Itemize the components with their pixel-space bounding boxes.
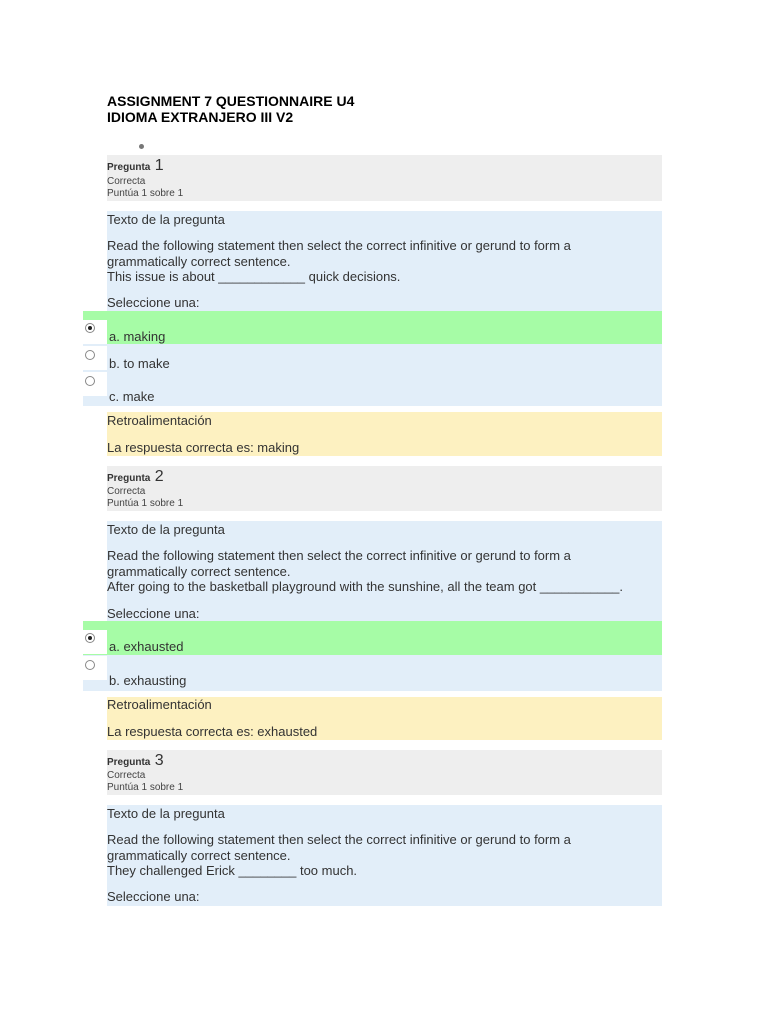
question-1-prompt-line-1: Read the following statement then select the correct infinitive or gerund to form a bbox=[107, 238, 571, 253]
question-number: 1 bbox=[154, 157, 164, 174]
question-3-info bbox=[107, 750, 662, 795]
question-2-option-a-label[interactable]: a. exhausted bbox=[109, 639, 184, 654]
question-2-info bbox=[107, 466, 662, 511]
question-2-prompt-line-1: Read the following statement then select the correct infinitive or gerund to form a bbox=[107, 548, 571, 563]
question-1-option-a-radio[interactable] bbox=[85, 323, 95, 333]
question-1-score: Puntúa 1 sobre 1 bbox=[107, 188, 184, 199]
question-3-prompt-line-1: Read the following statement then select the correct infinitive or gerund to form a bbox=[107, 832, 571, 847]
question-1-text-box bbox=[107, 211, 662, 311]
question-2-score: Puntúa 1 sobre 1 bbox=[107, 498, 184, 509]
question-label: Pregunta bbox=[107, 757, 151, 768]
question-1-option-c-label[interactable]: c. make bbox=[109, 389, 155, 404]
question-number: 3 bbox=[154, 752, 164, 769]
question-1-heading bbox=[107, 157, 164, 177]
question-3-sentence: They challenged Erick ________ too much. bbox=[107, 863, 358, 878]
question-1-status: Correcta bbox=[107, 176, 146, 187]
title-line-2: IDIOMA EXTRANJERO III V2 bbox=[107, 109, 294, 125]
question-2-feedback: La respuesta correcta es: exhausted bbox=[107, 724, 318, 739]
select-one-label: Seleccione una: bbox=[107, 606, 200, 621]
question-1-option-c-radio[interactable] bbox=[85, 376, 95, 386]
question-1-option-b-radio[interactable] bbox=[85, 350, 95, 360]
question-1-sentence: This issue is about ____________ quick decisions. bbox=[107, 269, 401, 284]
question-2-option-a-radio[interactable] bbox=[85, 633, 95, 643]
question-2-option-b-radio[interactable] bbox=[85, 660, 95, 670]
question-1-feedback-box bbox=[107, 412, 662, 456]
select-one-label: Seleccione una: bbox=[107, 889, 200, 904]
feedback-heading: Retroalimentación bbox=[107, 697, 212, 712]
question-1-options-rows bbox=[83, 344, 662, 406]
question-3-text-box bbox=[107, 805, 662, 906]
question-2-status: Correcta bbox=[107, 486, 146, 497]
question-text-heading: Texto de la pregunta bbox=[107, 806, 225, 821]
question-1-option-a-label[interactable]: a. making bbox=[109, 329, 166, 344]
question-1-feedback: La respuesta correcta es: making bbox=[107, 440, 300, 455]
title-line-1: ASSIGNMENT 7 QUESTIONNAIRE U4 bbox=[107, 93, 355, 109]
question-1-option-b-label[interactable]: b. to make bbox=[109, 356, 170, 371]
question-1-option-a-row[interactable] bbox=[83, 311, 662, 344]
question-3-prompt-line-2: grammatically correct sentence. bbox=[107, 848, 291, 863]
bullet-dot bbox=[139, 144, 144, 149]
question-2-text-box bbox=[107, 521, 662, 621]
question-1-prompt-line-2: grammatically correct sentence. bbox=[107, 254, 291, 269]
question-2-option-b-label[interactable]: b. exhausting bbox=[109, 673, 187, 688]
question-2-prompt-line-2: grammatically correct sentence. bbox=[107, 564, 291, 579]
question-3-status: Correcta bbox=[107, 770, 146, 781]
question-text-heading: Texto de la pregunta bbox=[107, 522, 225, 537]
question-3-heading bbox=[107, 752, 164, 772]
question-1-info bbox=[107, 155, 662, 201]
question-label: Pregunta bbox=[107, 473, 151, 484]
select-one-label: Seleccione una: bbox=[107, 295, 200, 310]
page-title bbox=[107, 93, 354, 125]
question-3-score: Puntúa 1 sobre 1 bbox=[107, 782, 184, 793]
question-2-feedback-box bbox=[107, 697, 662, 740]
question-text-heading: Texto de la pregunta bbox=[107, 212, 225, 227]
feedback-heading: Retroalimentación bbox=[107, 413, 212, 428]
question-number: 2 bbox=[154, 468, 164, 485]
question-2-heading bbox=[107, 468, 164, 488]
question-2-sentence: After going to the basketball playground with the sunshine, all the team got ___________. bbox=[107, 579, 624, 594]
question-label: Pregunta bbox=[107, 162, 151, 173]
